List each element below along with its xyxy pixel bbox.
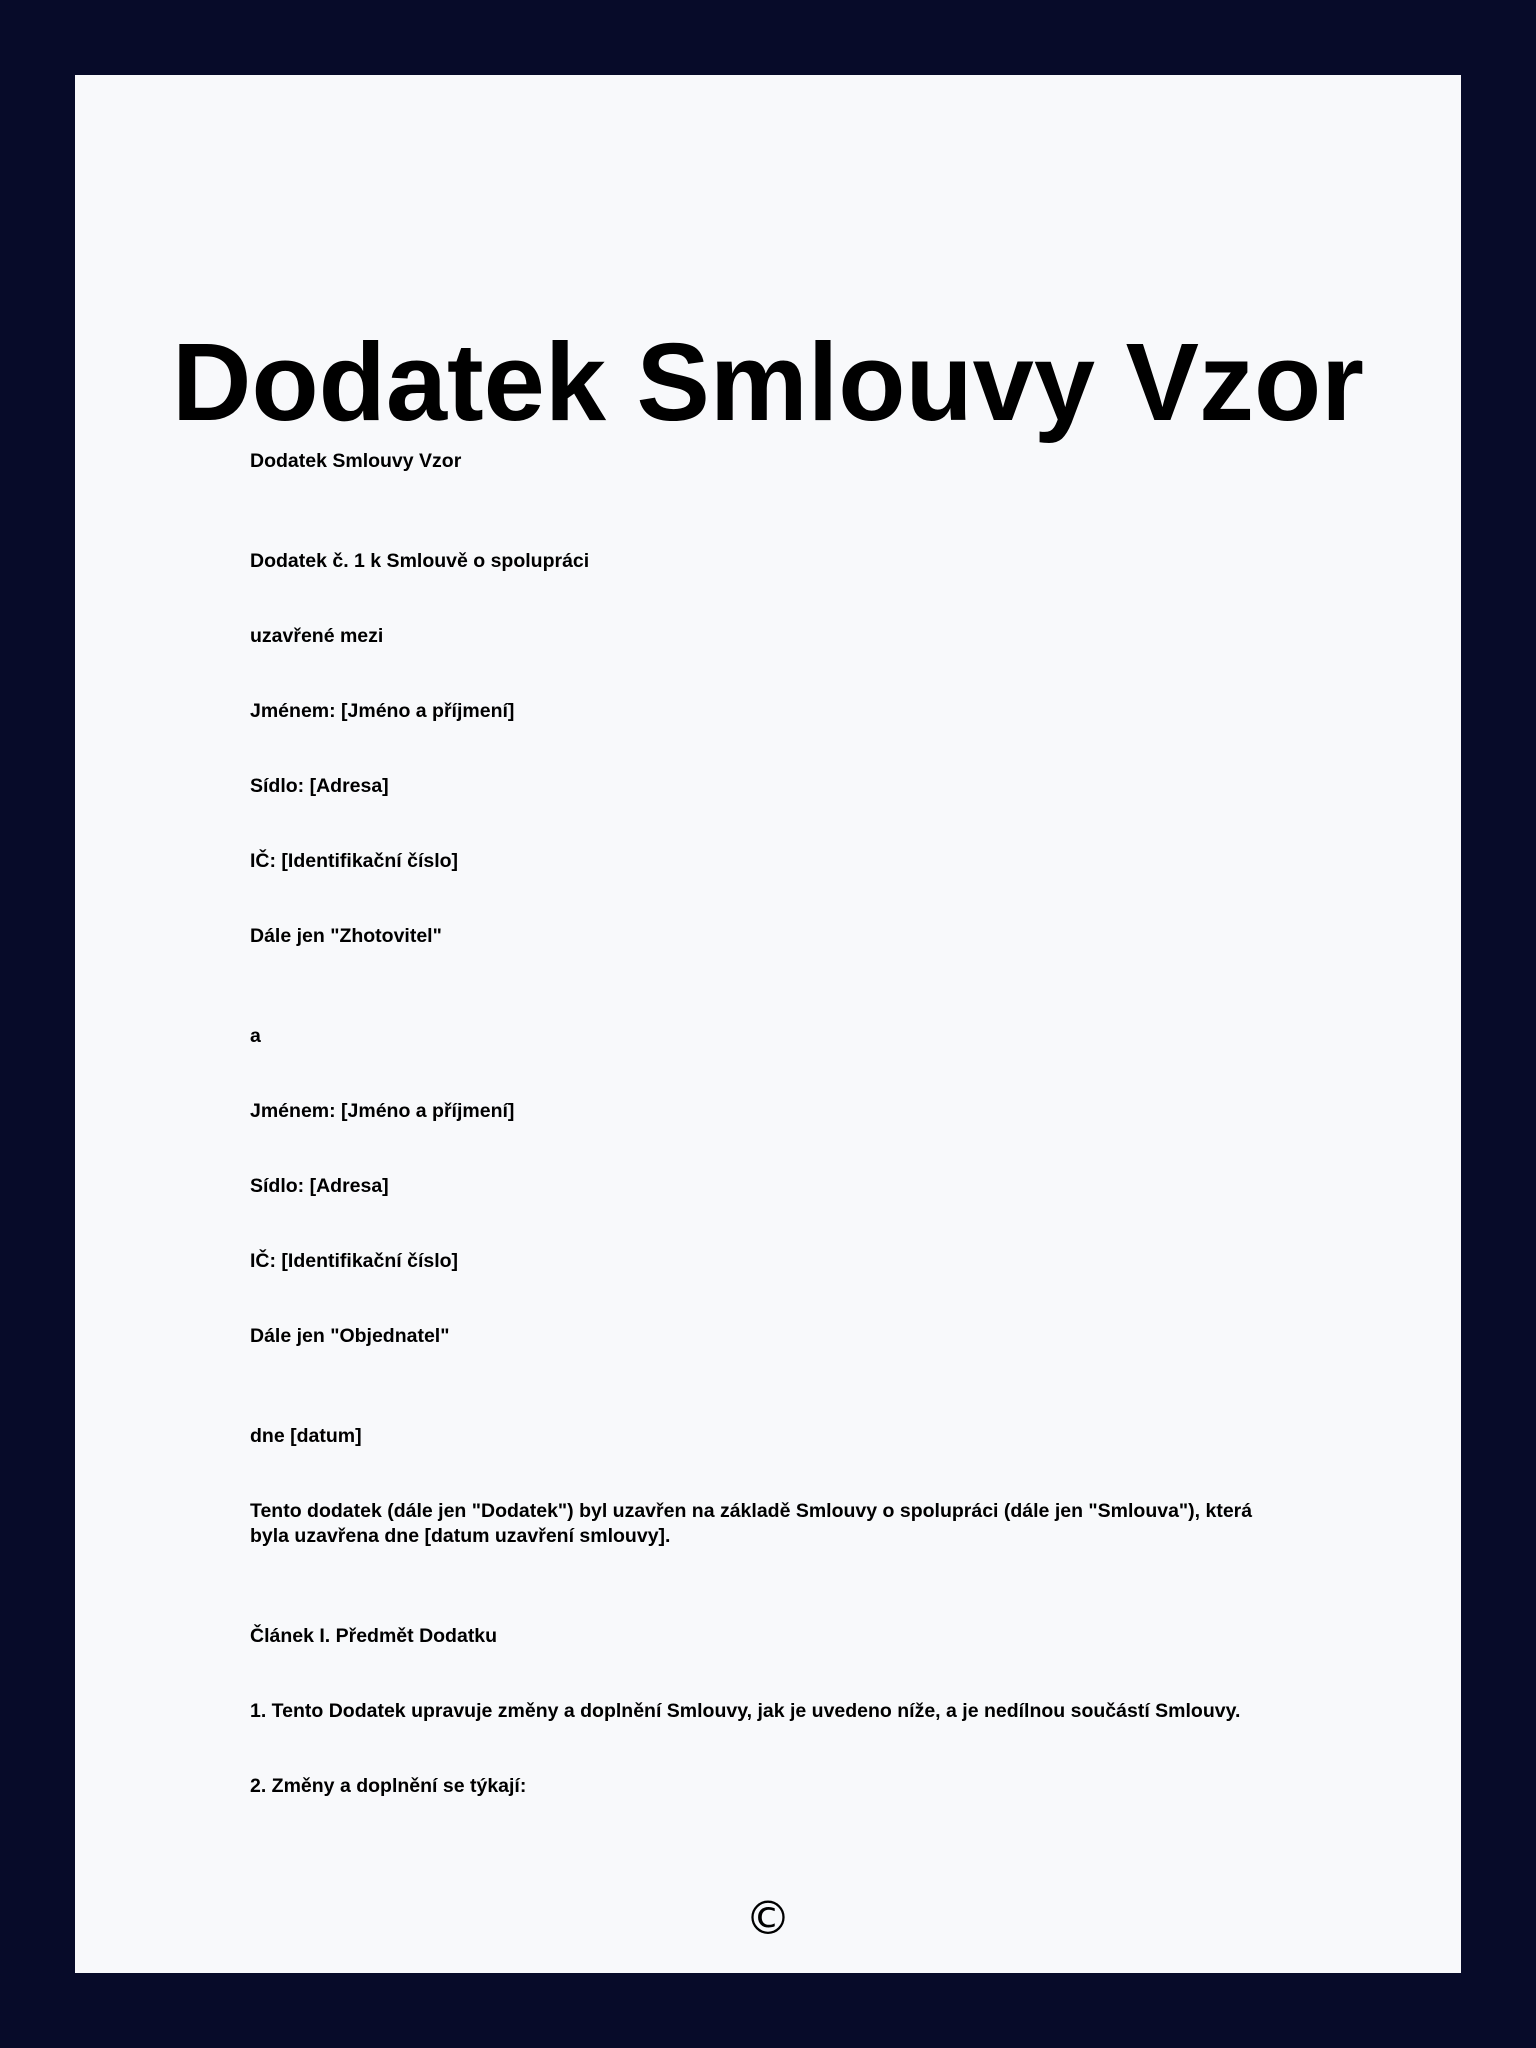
party2-id-line: IČ: [Identifikační číslo] <box>250 1250 459 1272</box>
party1-id-line: IČ: [Identifikační číslo] <box>250 850 459 872</box>
addendum-number-line: Dodatek č. 1 k Smlouvě o spolupráci <box>250 550 590 572</box>
party2-address-line: Sídlo: [Adresa] <box>250 1175 389 1197</box>
and-line: a <box>250 1025 261 1047</box>
document-heading-line: Dodatek Smlouvy Vzor <box>250 450 462 472</box>
party2-name-line: Jménem: [Jméno a příjmení] <box>250 1100 515 1122</box>
concluded-between-line: uzavřené mezi <box>250 625 384 647</box>
date-line: dne [datum] <box>250 1425 362 1447</box>
article-point-1: 1. Tento Dodatek upravuje změny a doplnění Smlouvy, jak je uvedeno níže, a je nedílnou součástí Smlouvy. <box>250 1700 1241 1722</box>
party1-role-line: Dále jen "Zhotovitel" <box>250 925 442 947</box>
document-page <box>75 75 1461 1973</box>
article-heading: Článek I. Předmět Dodatku <box>250 1625 498 1647</box>
copyright-icon: © <box>745 1891 791 1945</box>
article-point-2: 2. Změny a doplnění se týkají: <box>250 1775 527 1797</box>
intro-paragraph: Tento dodatek (dále jen "Dodatek") byl uzavřen na základě Smlouvy o spolupráci (dále jen "Smlouva"), která byla uzavřena dne [datum uzavření smlouvy]. <box>250 1500 1253 1547</box>
party1-address-line: Sídlo: [Adresa] <box>250 775 389 797</box>
document-title: Dodatek Smlouvy Vzor <box>172 321 1364 444</box>
party2-role-line: Dále jen "Objednatel" <box>250 1325 450 1347</box>
party1-name-line: Jménem: [Jméno a příjmení] <box>250 700 515 722</box>
